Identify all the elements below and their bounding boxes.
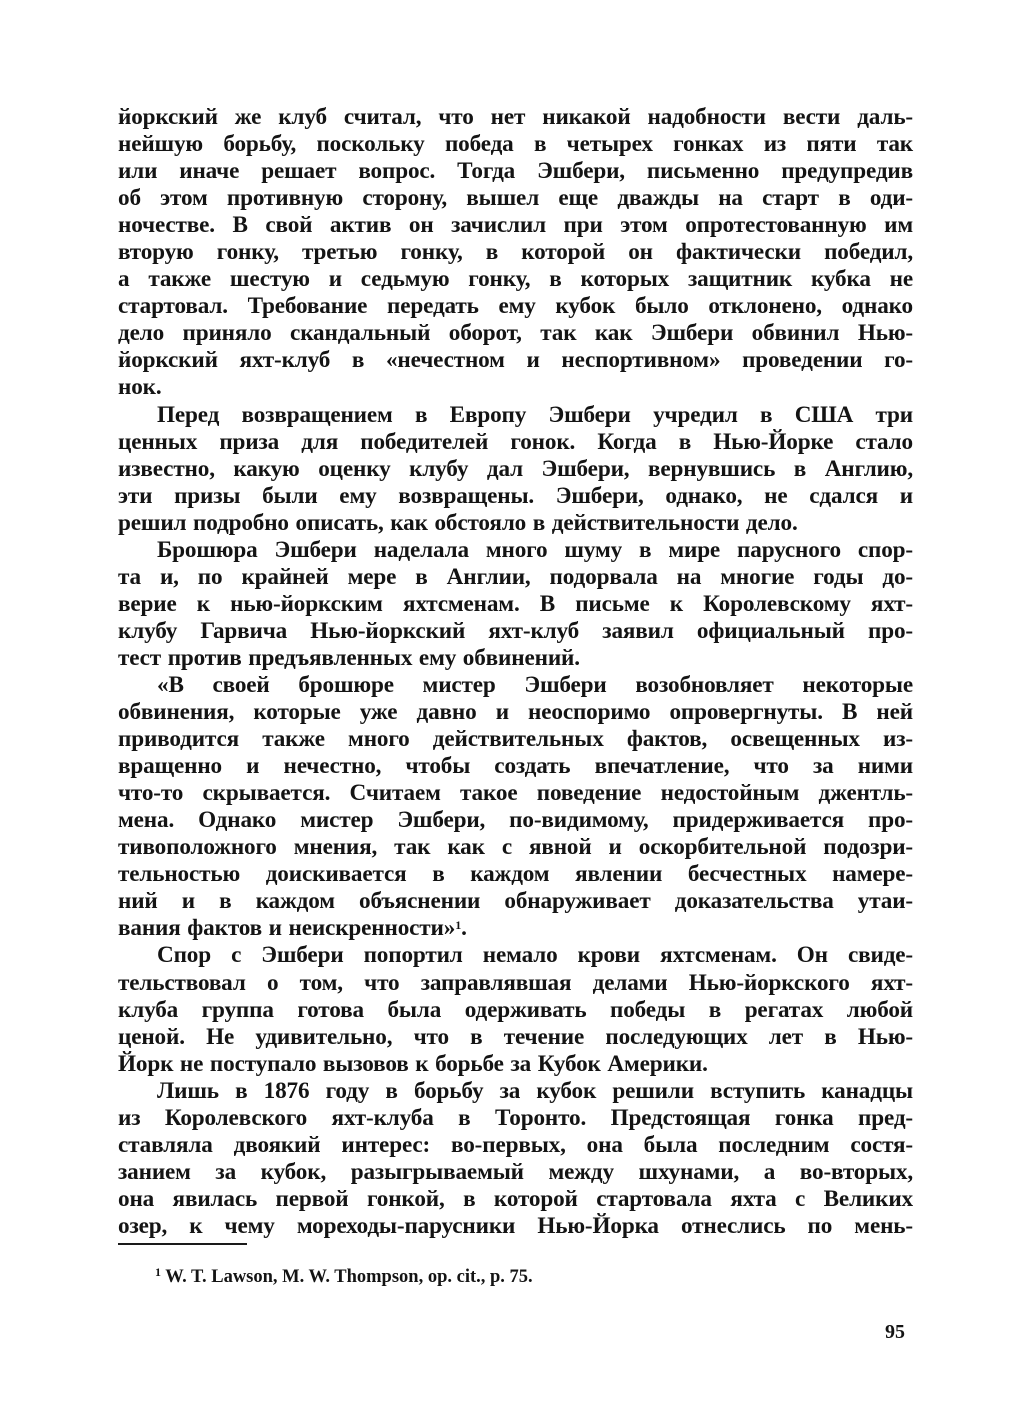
text-line: озер, к чему мореходы-парусники Нью-Йорка отнеслись по мень-: [118, 1212, 913, 1239]
text-line: или иначе решает вопрос. Тогда Эшбери, письменно предупредив: [118, 158, 913, 185]
text-line: ценой. Не удивительно, что в течение последующих лет в Нью-: [118, 1023, 913, 1050]
text-line: тест против предъявленных ему обвинений.: [118, 644, 580, 671]
footnote-text: W. T. Lawson, M. W. Thompson, op. cit., p. 75.: [165, 1267, 533, 1287]
text-line: ставляла двоякий интерес: во-первых, она была последним состя-: [118, 1131, 913, 1158]
text-line: известно, какую оценку клубу дал Эшбери, вернувшись в Англию,: [118, 455, 913, 482]
trailing-punctuation: .: [461, 915, 467, 942]
text-line: та и, по крайней мере в Англии, подорвала на многие годы до-: [118, 563, 913, 590]
text-line: решил подробно описать, как обстояло в действительности дело.: [118, 509, 798, 536]
quotation-paragraph: [118, 672, 913, 942]
text-line-content: вания фактов и неискренности»: [118, 915, 456, 942]
text-line: Брошюра Эшбери наделала много шуму в мире парусного спор-: [157, 536, 913, 563]
text-line: эти призы были ему возвращены. Эшбери, однако, не сдался и: [118, 482, 913, 509]
paragraph: [118, 537, 913, 672]
footnote: [155, 1266, 533, 1288]
text-line: нейшую борьбу, поскольку победа в четырех гонках из пяти так: [118, 131, 913, 158]
text-line: об этом противную сторону, вышел еще дважды на старт в оди-: [118, 185, 913, 212]
text-line: нок.: [118, 374, 162, 401]
text-line: обвинения, которые уже давно и неоспоримо опровергнуты. В ней: [118, 699, 913, 726]
text-line: из Королевского яхт-клуба в Торонто. Предстоящая гонка пред-: [118, 1104, 913, 1131]
text-line: вращенно и нечестно, чтобы создать впечатление, что за ними: [118, 753, 913, 780]
text-line: ночестве. В свой актив он зачислил при этом опротестованную им: [118, 212, 913, 239]
text-line: тивоположного мнения, так как с явной и оскорбительной подозри-: [118, 834, 913, 861]
paragraph: [118, 942, 913, 1077]
text-line-with-footnote: [118, 915, 913, 942]
text-line: клуба группа готова была одерживать победы в регатах любой: [118, 996, 913, 1023]
text-line: Лишь в 1876 году в борьбу за кубок решили вступить канадцы: [157, 1077, 913, 1104]
text-line: тельствовал о том, что заправлявшая делами Нью-йоркского яхт-: [118, 969, 913, 996]
text-line: клубу Гарвича Нью-йоркский яхт-клуб заявил официальный про-: [118, 617, 913, 644]
text-line: стартовал. Требование передать ему кубок было отклонено, однако: [118, 293, 913, 320]
text-line: дело приняло скандальный оборот, так как Эшбери обвинил Нью-: [118, 320, 913, 347]
paragraph: [118, 402, 913, 537]
footnote-separator: [118, 1243, 247, 1245]
footnote-marker: 1: [155, 1265, 161, 1279]
text-line: ценных приза для победителей гонок. Когда в Нью-Йорке стало: [118, 428, 913, 455]
paragraph-continuation: [118, 104, 913, 402]
page-body: [118, 104, 913, 1240]
text-line: что-то скрывается. Считаем такое поведение недостойным джентль-: [118, 780, 913, 807]
text-line: занием за кубок, разыгрываемый между шхунами, а во-вторых,: [118, 1158, 913, 1185]
text-line: «В своей брошюре мистер Эшбери возобновляет некоторые: [157, 671, 913, 698]
footnote-reference[interactable]: 1: [455, 918, 462, 933]
text-line: она явилась первой гонкой, в которой стартовала яхта с Великих: [118, 1185, 913, 1212]
page-number: 95: [885, 1321, 905, 1343]
text-line: мена. Однако мистер Эшбери, по-видимому, придерживается про-: [118, 807, 913, 834]
text-line: вторую гонку, третью гонку, в которой он фактически победил,: [118, 239, 913, 266]
text-line: Йорк не поступало вызовов к борьбе за Кубок Америки.: [118, 1050, 708, 1077]
text-line: верие к нью-йоркским яхтсменам. В письме к Королевскому яхт-: [118, 590, 913, 617]
text-line: приводится также много действительных фактов, освещенных из-: [118, 726, 913, 753]
text-line: йоркский же клуб считал, что нет никакой надобности вести даль-: [118, 104, 913, 130]
text-line: ний и в каждом объяснении обнаруживает доказательства утаи-: [118, 888, 913, 915]
text-line: Спор с Эшбери попортил немало крови яхтсменам. Он свиде-: [157, 942, 913, 969]
text-line: йоркский яхт-клуб в «нечестном и неспортивном» проведении го-: [118, 347, 913, 374]
paragraph: [118, 1078, 913, 1240]
text-line: Перед возвращением в Европу Эшбери учредил в США три: [157, 401, 913, 428]
text-line: тельностью доискивается в каждом явлении бесчестных намере-: [118, 861, 913, 888]
text-line: а также шестую и седьмую гонку, в которых защитник кубка не: [118, 266, 913, 293]
